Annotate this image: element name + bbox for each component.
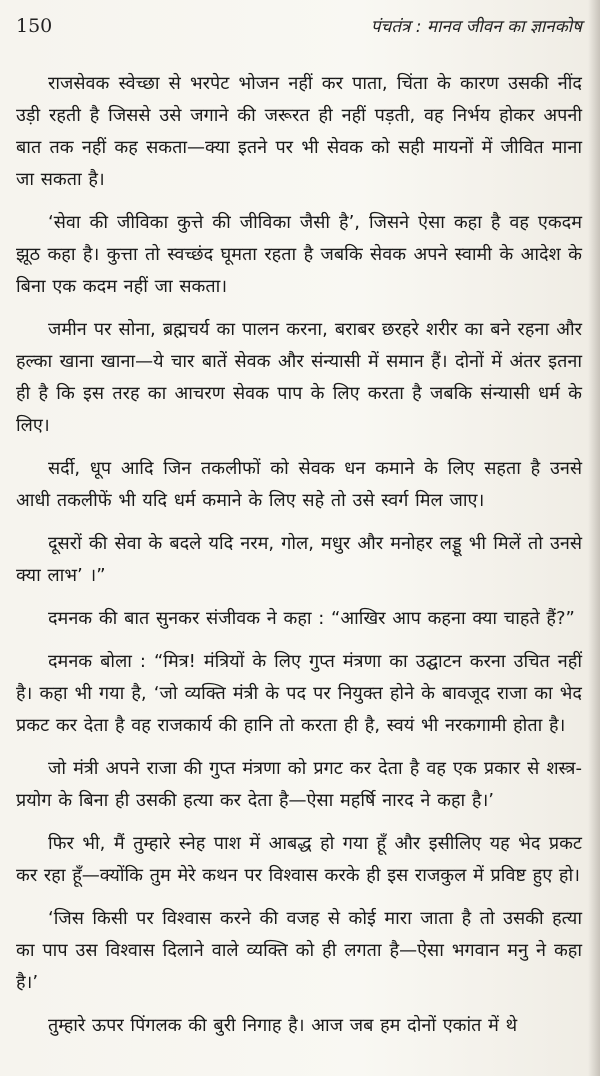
paragraph: दमनक की बात सुनकर संजीवक ने कहा : “आखिर आप कहना क्या चाहते हैं?” xyxy=(48,608,575,629)
paragraph: जमीन पर सोना, ब्रह्मचर्य का पालन करना, बराबर छरहरे शरीर का बने रहना और हल्का खाना खाना—ये चार बातें सेवक और संन्यासी में समान हैं। दोनों में अंतर इतना ही है कि इस तरह का आचरण सेवक पाप के लिए करता है जबकि संन्यासी धर्म के लिए। xyxy=(16,319,582,436)
paragraph: दमनक बोला : “मित्र! मंत्रियों के लिए गुप्त मंत्रणा का उद्घाटन करना उचित नहीं है। कहा भी गया है, ‘जो व्यक्ति मंत्री के पद पर नियुक्त होने के बावजूद राजा का भेद प्रकट कर देता है वह राजकार्य की हानि तो करता ही है, स्वयं भी नरकगामी होता है। xyxy=(16,651,582,736)
paragraph: राजसेवक स्वेच्छा से भरपेट भोजन नहीं कर पाता, चिंता के कारण उसकी नींद उड़ी रहती है जिससे उसे जगाने की जरूरत ही नहीं पड़ती, वह निर्भय होकर अपनी बात तक नहीं कह सकता—क्या इतने पर भी सेवक को सही मायनों में जीवित माना जा सकता है। xyxy=(16,73,582,190)
paragraph: जो मंत्री अपने राजा की गुप्त मंत्रणा को प्रगट कर देता है वह एक प्रकार से शस्त्र-प्रयोग के बिना ही उसकी हत्या कर देता है—ऐसा महर्षि नारद ने कहा है।’ xyxy=(16,758,582,811)
paragraph: फिर भी, मैं तुम्हारे स्नेह पाश में आबद्ध हो गया हूँ और इसीलिए यह भेद प्रकट कर रहा हूँ—क्योंकि तुम मेरे कथन पर विश्वास करके ही इस राजकुल में प्रविष्ट हुए हो। xyxy=(16,833,582,886)
paragraph: ‘सेवा की जीविका कुत्ते की जीविका जैसी है’, जिसने ऐसा कहा है वह एकदम झूठ कहा है। कुत्ता तो स्वच्छंद घूमता रहता है जबकि सेवक अपने स्वामी के आदेश के बिना एक कदम नहीं जा सकता। xyxy=(16,212,582,297)
paragraph: दूसरों की सेवा के बदले यदि नरम, गोल, मधुर और मनोहर लड्डू भी मिलें तो उनसे क्या लाभ’ ।” xyxy=(16,533,582,586)
paragraph: सर्दी, धूप आदि जिन तकलीफों को सेवक धन कमाने के लिए सहता है उनसे आधी तकलीफें भी यदि धर्म कमाने के लिए सहे तो उसे स्वर्ग मिल जाए। xyxy=(16,458,582,511)
page-number: 150 xyxy=(16,15,53,37)
page-header xyxy=(16,14,582,48)
paragraph: तुम्हारे ऊपर पिंगलक की बुरी निगाह है। आज जब हम दोनों एकांत में थे xyxy=(48,1015,518,1036)
page-edge-shadow xyxy=(588,0,600,1076)
running-title: पंचतंत्र : मानव जीवन का ज्ञानकोष xyxy=(370,17,582,37)
body-text xyxy=(16,68,582,1042)
paragraph: ‘जिस किसी पर विश्वास करने की वजह से कोई मारा जाता है तो उसकी हत्या का पाप उस विश्वास दिलाने वाले व्यक्ति को ही लगता है—ऐसा भगवान मनु ने कहा है।’ xyxy=(16,908,582,993)
